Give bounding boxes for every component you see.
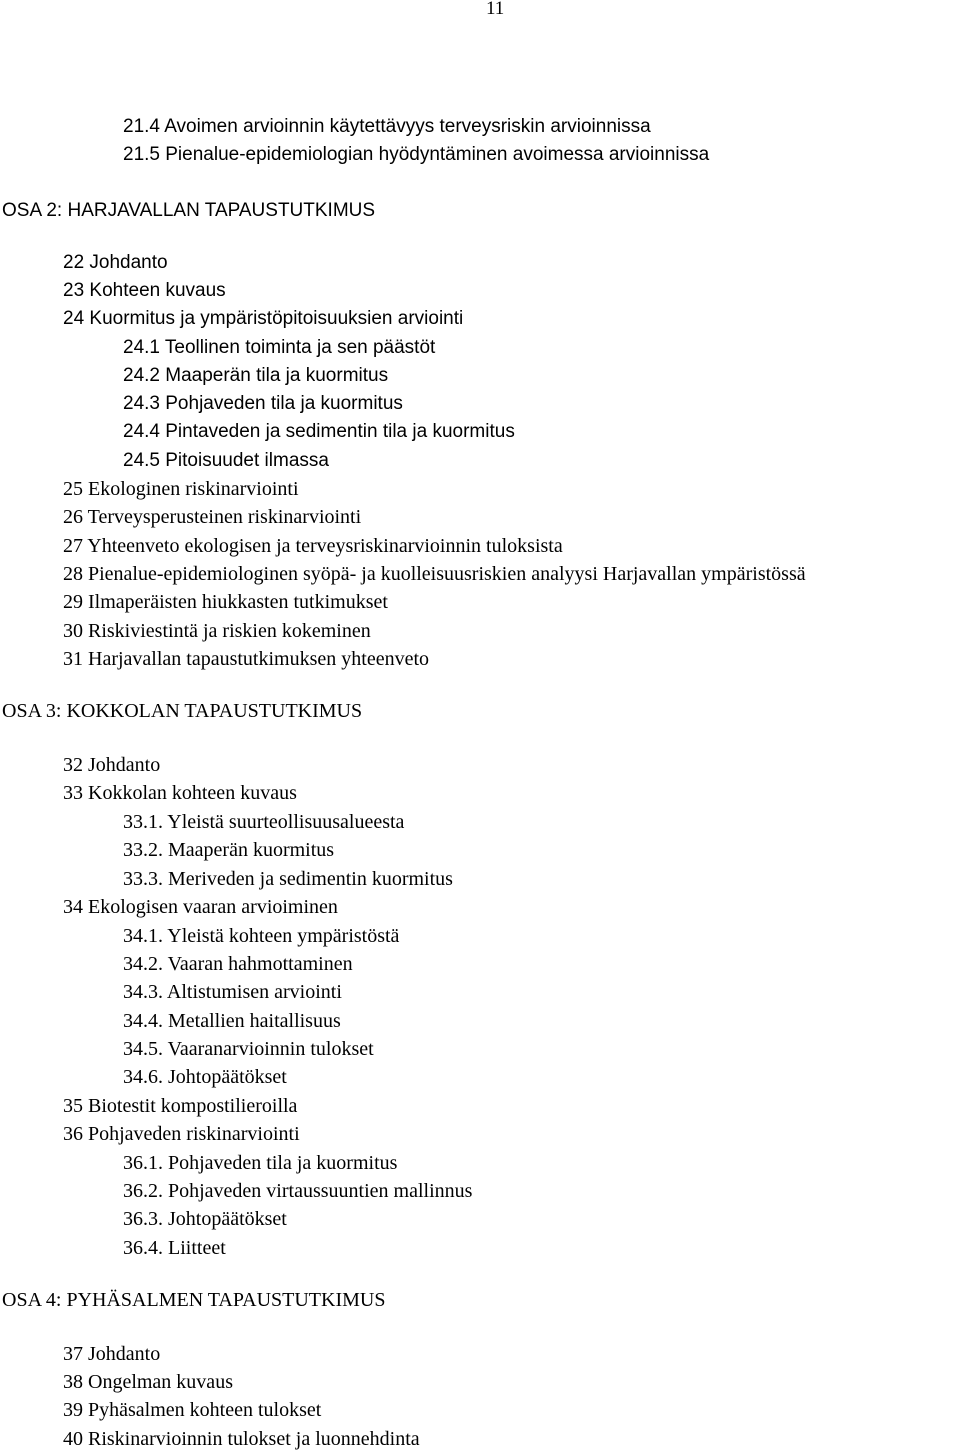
toc-entry-30: 30 Riskiviestintä ja riskien kokeminen [63, 620, 371, 642]
toc-entry-36-3: 36.3. Johtopäätökset [123, 1208, 287, 1230]
toc-entry-34: 34 Ekologisen vaaran arvioiminen [63, 896, 338, 918]
toc-entry-40: 40 Riskinarvioinnin tulokset ja luonnehdinta [63, 1428, 420, 1450]
toc-entry-36-1: 36.1. Pohjaveden tila ja kuormitus [123, 1152, 398, 1174]
toc-entry-33-1: 33.1. Yleistä suurteollisuusalueesta [123, 811, 405, 833]
toc-entry-24-5: 24.5 Pitoisuudet ilmassa [123, 450, 329, 471]
section-heading-part4: OSA 4: PYHÄSALMEN TAPAUSTUTKIMUS [2, 1289, 386, 1311]
toc-entry-36-4: 36.4. Liitteet [123, 1237, 226, 1259]
toc-entry-29: 29 Ilmaperäisten hiukkasten tutkimukset [63, 591, 388, 613]
toc-entry-34-5: 34.5. Vaaranarvioinnin tulokset [123, 1038, 374, 1060]
toc-entry-38: 38 Ongelman kuvaus [63, 1371, 233, 1393]
section-heading-part3: OSA 3: KOKKOLAN TAPAUSTUTKIMUS [2, 700, 363, 722]
toc-entry-34-3: 34.3. Altistumisen arviointi [123, 981, 342, 1003]
toc-entry-32: 32 Johdanto [63, 754, 161, 776]
toc-entry-34-6: 34.6. Johtopäätökset [123, 1066, 287, 1088]
toc-entry-21-5: 21.5 Pienalue-epidemiologian hyödyntäminen avoimessa arvioinnissa [123, 144, 710, 165]
toc-entry-33-3: 33.3. Meriveden ja sedimentin kuormitus [123, 868, 453, 890]
toc-entry-34-2: 34.2. Vaaran hahmottaminen [123, 953, 353, 975]
toc-entry-28: 28 Pienalue-epidemiologinen syöpä- ja kuolleisuusriskien analyysi Harjavallan ympäristössä [63, 563, 806, 585]
toc-entry-24: 24 Kuormitus ja ympäristöpitoisuuksien arviointi [63, 308, 464, 329]
page-number: 11 [486, 0, 505, 19]
toc-entry-36-2: 36.2. Pohjaveden virtaussuuntien mallinnus [123, 1180, 473, 1202]
toc-entry-34-4: 34.4. Metallien haitallisuus [123, 1010, 341, 1032]
toc-entry-27: 27 Yhteenveto ekologisen ja terveysriskinarvioinnin tuloksista [63, 535, 563, 557]
toc-entry-35: 35 Biotestit kompostilieroilla [63, 1095, 298, 1117]
toc-entry-24-2: 24.2 Maaperän tila ja kuormitus [123, 365, 389, 386]
toc-entry-25: 25 Ekologinen riskinarviointi [63, 478, 299, 500]
toc-entry-31: 31 Harjavallan tapaustutkimuksen yhteenveto [63, 648, 430, 670]
toc-entry-24-3: 24.3 Pohjaveden tila ja kuormitus [123, 393, 403, 414]
section-heading-part2: OSA 2: HARJAVALLAN TAPAUSTUTKIMUS [2, 200, 376, 221]
toc-entry-26: 26 Terveysperusteinen riskinarviointi [63, 506, 362, 528]
toc-entry-24-1: 24.1 Teollinen toiminta ja sen päästöt [123, 337, 436, 358]
toc-entry-39: 39 Pyhäsalmen kohteen tulokset [63, 1399, 322, 1421]
toc-entry-33: 33 Kokkolan kohteen kuvaus [63, 782, 297, 804]
toc-entry-22: 22 Johdanto [63, 252, 168, 273]
toc-entry-33-2: 33.2. Maaperän kuormitus [123, 839, 335, 861]
toc-entry-37: 37 Johdanto [63, 1343, 161, 1365]
toc-entry-23: 23 Kohteen kuvaus [63, 280, 226, 301]
toc-entry-34-1: 34.1. Yleistä kohteen ympäristöstä [123, 925, 400, 947]
toc-entry-36: 36 Pohjaveden riskinarviointi [63, 1123, 300, 1145]
toc-entry-21-4: 21.4 Avoimen arvioinnin käytettävyys terveysriskin arvioinnissa [123, 116, 651, 137]
toc-entry-24-4: 24.4 Pintaveden ja sedimentin tila ja kuormitus [123, 421, 515, 442]
